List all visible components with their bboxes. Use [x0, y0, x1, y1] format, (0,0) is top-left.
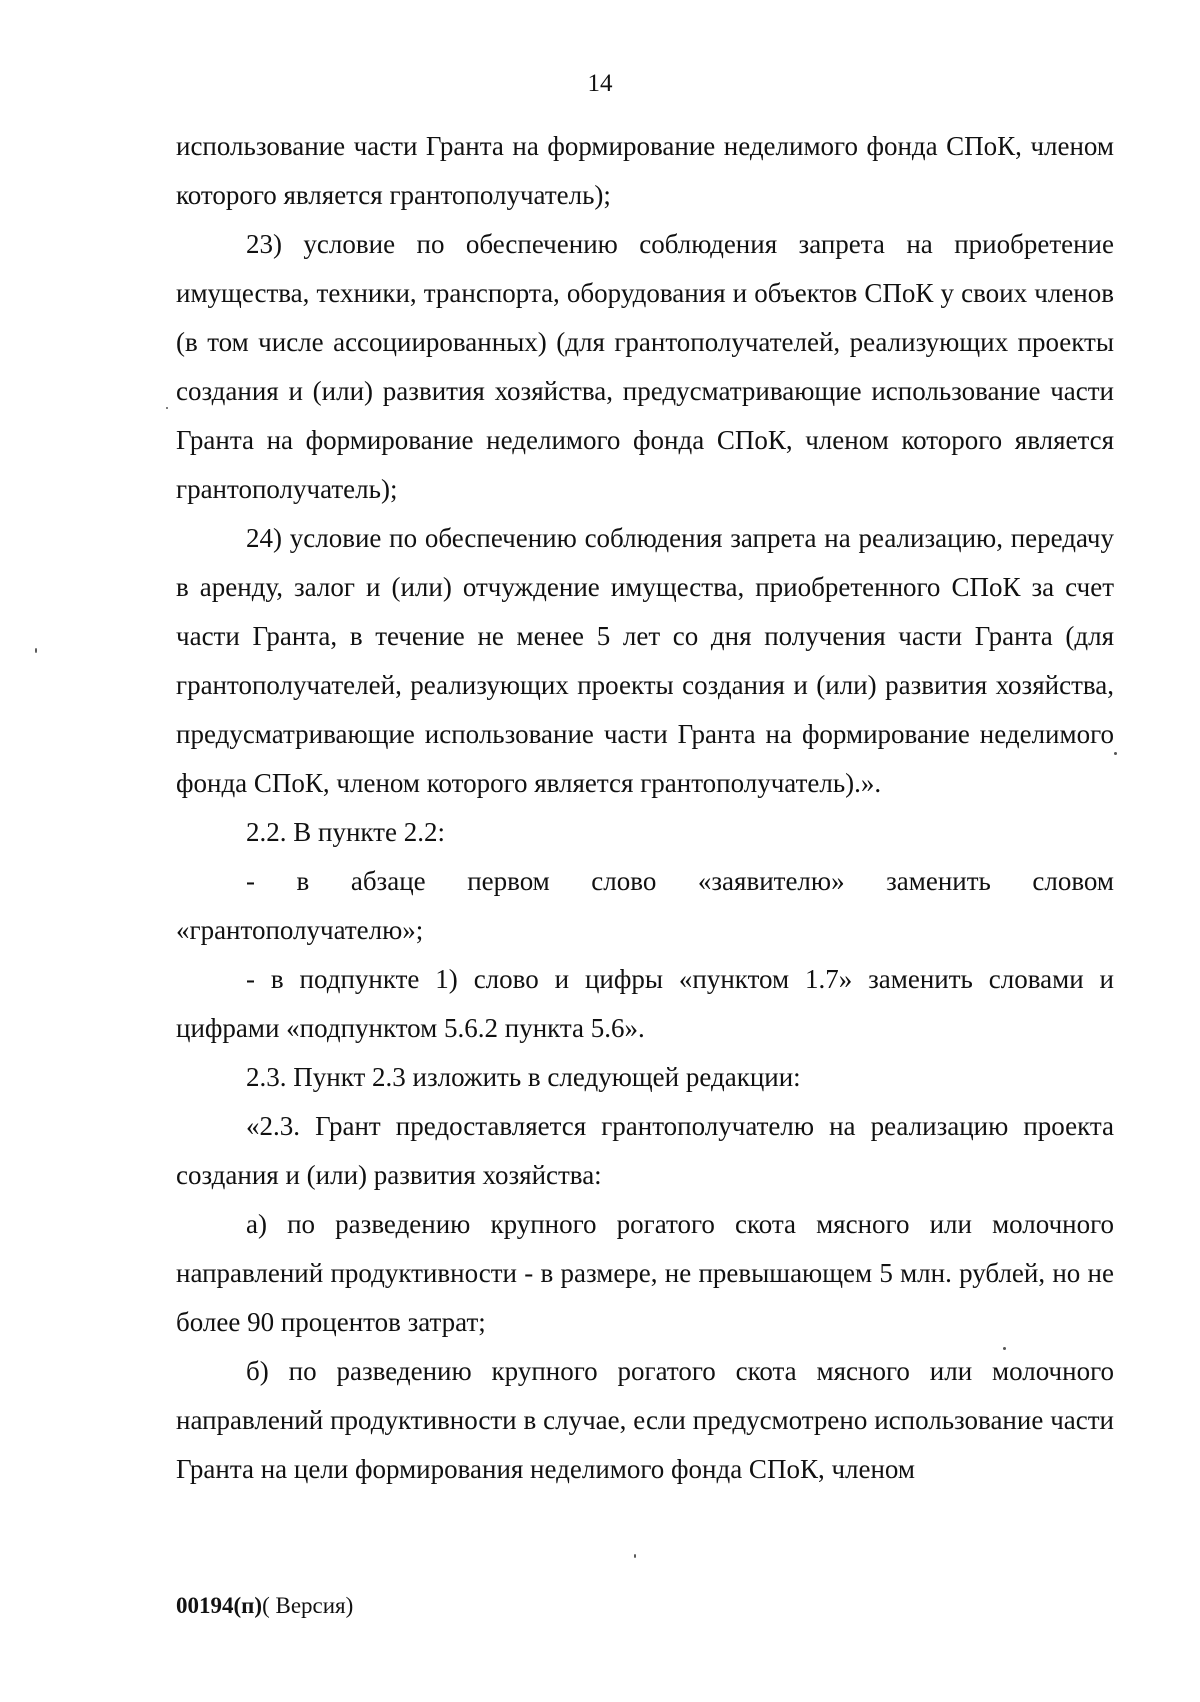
document-code: 00194(п) [176, 1593, 263, 1618]
page-number: 14 [587, 70, 613, 97]
paragraph-section-2-2: 2.2. В пункте 2.2: [246, 817, 445, 847]
scan-speck [1003, 1347, 1006, 1350]
document-footer [176, 1593, 353, 1619]
paragraph-continuation: использование части Гранта на формирование неделимого фонда СПоК, членом которого является грантополучатель); [176, 131, 1114, 210]
paragraph-item-24: 24) условие по обеспечению соблюдения запрета на реализацию, передачу в аренду, залог и (или) отчуждение имущества, приобретенного СПоК за счет части Гранта, в течение не менее 5 лет со дня получения части Гранта (для грантополучателей, реализующих проекты создания и (или) развития хозяйства, предусматривающие использование части Гранта на формирование неделимого фонда СПоК, членом которого является грантополучатель).». [176, 523, 1114, 798]
scan-speck [1114, 752, 1117, 755]
scan-speck [634, 1554, 636, 1558]
document-body [176, 122, 1114, 1494]
paragraph-amend-subitem-1: - в подпункте 1) слово и цифры «пунктом 1.7» заменить словами и цифрами «подпунктом 5.6.2 пункта 5.6». [176, 964, 1114, 1043]
paragraph-item-b: б) по разведению крупного рогатого скота мясного или молочного направлений продуктивности в случае, если предусмотрено использование части Гранта на цели формирования неделимого фонда СПоК, членом [176, 1356, 1114, 1484]
paragraph-section-2-3: 2.3. Пункт 2.3 изложить в следующей редакции: [246, 1062, 801, 1092]
paragraph-item-23: 23) условие по обеспечению соблюдения запрета на приобретение имущества, техники, транспорта, оборудования и объектов СПоК у своих членов (в том числе ассоциированных) (для грантополучателей, реализующих проекты создания и (или) развития хозяйства, предусматривающие использование части Гранта на формирование неделимого фонда СПоК, членом которого является грантополучатель); [176, 229, 1114, 504]
paragraph-grant-provision: «2.3. Грант предоставляется грантополучателю на реализацию проекта создания и (или) развития хозяйства: [176, 1111, 1114, 1190]
document-version: ( Версия) [262, 1593, 354, 1618]
scan-speck [35, 648, 37, 653]
paragraph-amend-first-abzac: - в абзаце первом слово «заявителю» заменить словом «грантополучателю»; [176, 866, 1114, 945]
scan-speck [166, 407, 168, 409]
paragraph-item-a: а) по разведению крупного рогатого скота мясного или молочного направлений продуктивности - в размере, не превышающем 5 млн. рублей, но не более 90 процентов затрат; [176, 1209, 1114, 1337]
